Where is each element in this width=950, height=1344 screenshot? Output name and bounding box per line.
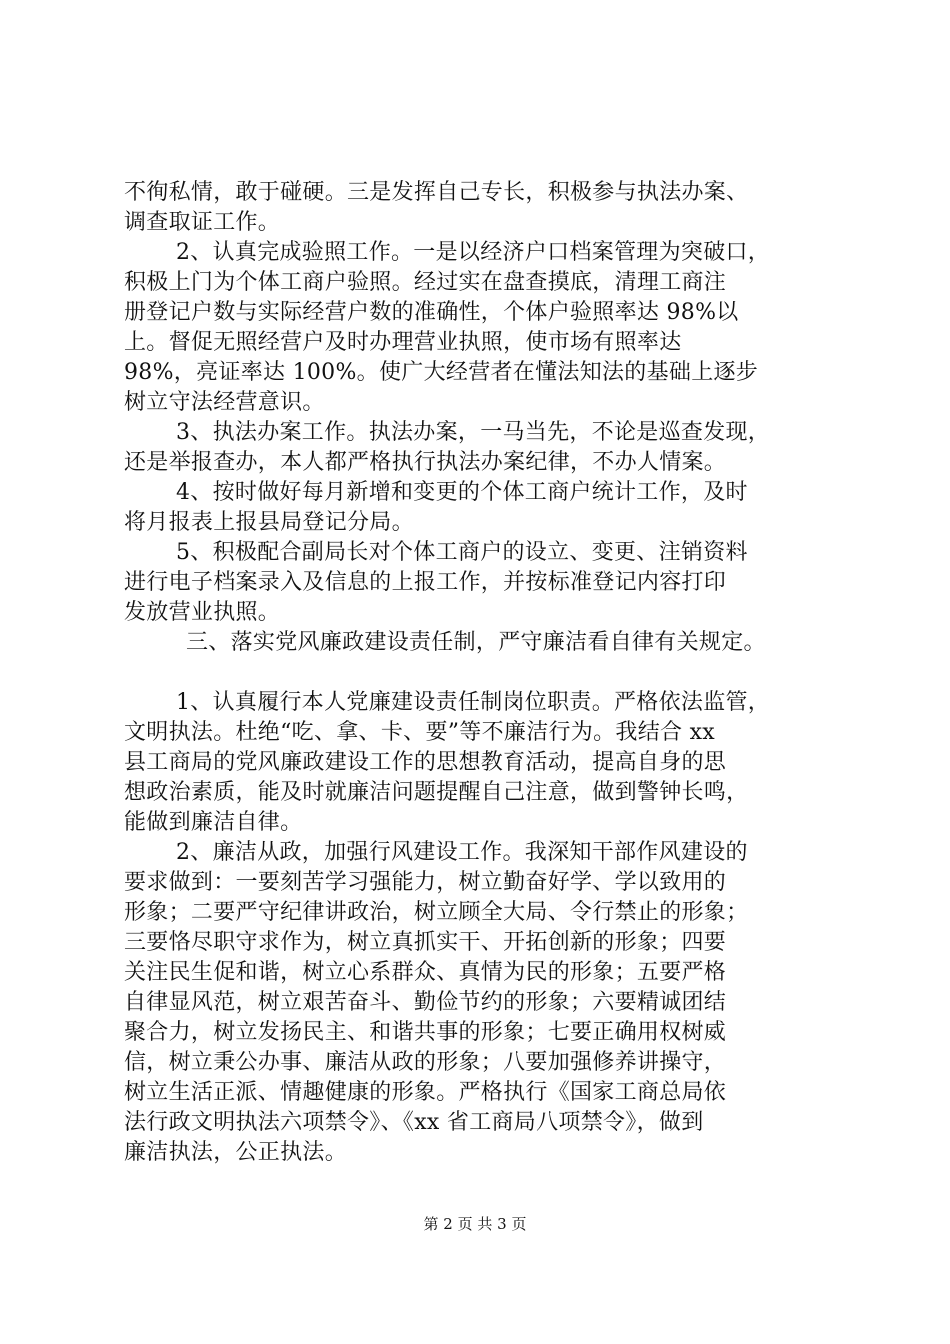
section-heading: 三、落实党风廉政建设责任制，严守廉洁看自律有关规定。 [186,630,766,655]
text-line: 发放营业执照。 [124,600,281,625]
text-line: 形象；二要严守纪律讲政治，树立顾全大局、令行禁止的形象； [124,900,749,925]
paragraph-start-line: 4、按时做好每月新增和变更的个体工商户统计工作，及时 [176,480,748,505]
paragraph-start-line: 2、认真完成验照工作。一是以经济户口档案管理为突破口， [176,240,771,265]
text-line: 县工商局的党风廉政建设工作的思想教育活动，提高自身的思 [124,750,727,775]
text-line: 积极上门为个体工商户验照。经过实在盘查摸底，清理工商注 [124,270,727,295]
blank-line [124,658,828,688]
text-line: 树立生活正派、情趣健康的形象。严格执行《国家工商总局依 [124,1080,727,1105]
text-line: 文明执法。杜绝“吃、拿、卡、要”等不廉洁行为。我结合 xx [124,720,716,745]
page-footer: 第 2 页 共 3 页 [423,1215,527,1233]
text-line: 能做到廉洁自律。 [124,810,303,835]
paragraph-start-line: 2、廉洁从政，加强行风建设工作。我深知干部作风建设的 [176,840,748,865]
text-line: 还是举报查办，本人都严格执行执法办案纪律，不办人情案。 [124,450,727,475]
paragraph-start-line: 5、积极配合副局长对个体工商户的设立、变更、注销资料 [176,540,748,565]
document-body [124,178,828,1168]
text-line: 想政治素质，能及时就廉洁问题提醒自己注意，做到警钟长鸣， [124,780,749,805]
text-line: 信，树立秉公办事、廉洁从政的形象；八要加强修养讲操守， [124,1050,727,1075]
text-line: 法行政文明执法六项禁令》、《xx 省工商局八项禁令》，做到 [124,1110,704,1135]
text-line: 98%，亮证率达 100%。使广大经营者在懂法知法的基础上逐步 [124,360,759,385]
text-line: 聚合力，树立发扬民主、和谐共事的形象；七要正确用权树威 [124,1020,727,1045]
text-line: 三要恪尽职守求作为，树立真抓实干、开拓创新的形象；四要 [124,930,727,955]
text-line: 上。督促无照经营户及时办理营业执照，使市场有照率达 [124,330,682,355]
paragraph-start-line: 1、认真履行本人党廉建设责任制岗位职责。严格依法监管， [176,690,771,715]
text-line: 廉洁执法，公正执法。 [124,1140,348,1165]
text-line: 将月报表上报县局登记分局。 [124,510,414,535]
text-line: 不徇私情，敢于碰硬。三是发挥自己专长，积极参与执法办案、 [124,180,749,205]
text-line: 自律显风范，树立艰苦奋斗、勤俭节约的形象；六要精诚团结 [124,990,727,1015]
text-line: 进行电子档案录入及信息的上报工作，并按标准登记内容打印 [124,570,727,595]
paragraph-start-line: 3、执法办案工作。执法办案，一马当先，不论是巡查发现， [176,420,771,445]
text-line: 调查取证工作。 [124,210,281,235]
text-line: 树立守法经营意识。 [124,390,325,415]
text-line: 要求做到：一要刻苦学习强能力，树立勤奋好学、学以致用的 [124,870,727,895]
text-line: 册登记户数与实际经营户数的准确性，个体户验照率达 98%以 [124,300,739,325]
text-line: 关注民生促和谐，树立心系群众、真情为民的形象；五要严格 [124,960,727,985]
